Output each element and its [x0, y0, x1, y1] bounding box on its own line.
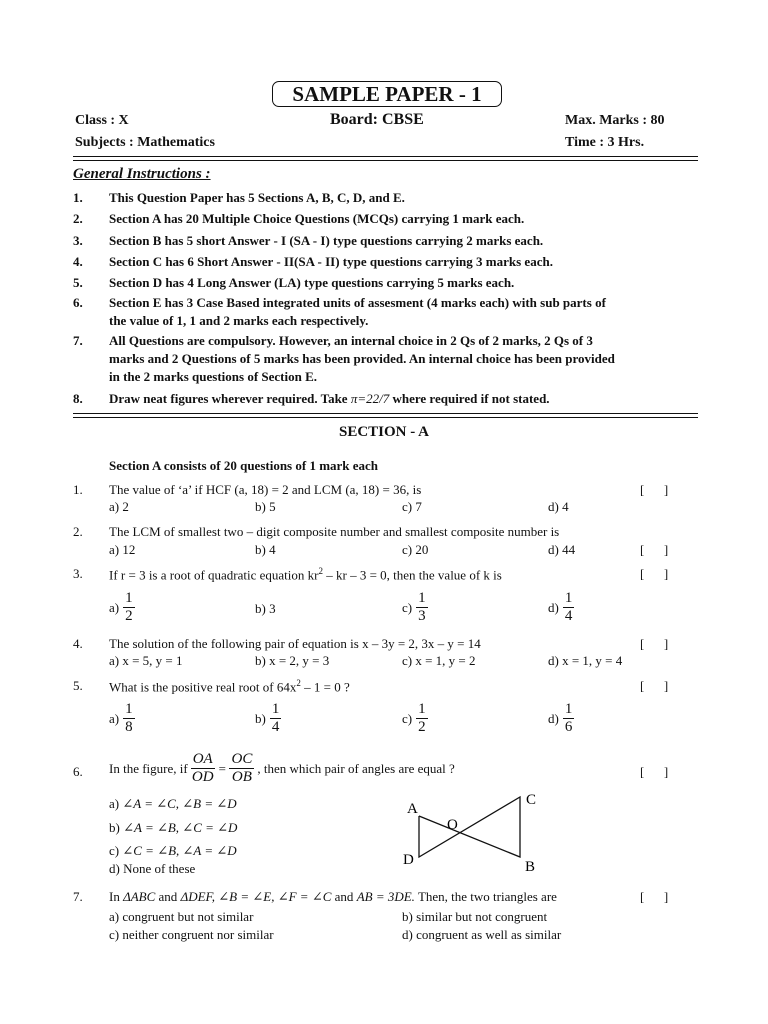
- numerator: 1: [125, 701, 133, 717]
- section-title: SECTION - A: [338, 424, 430, 440]
- option-label: c): [402, 599, 413, 615]
- and-text: and: [158, 889, 178, 904]
- denominator: 2: [125, 608, 133, 624]
- board-label: Board: CBSE: [330, 111, 424, 128]
- max-marks-label: Max. Marks : 80: [565, 113, 665, 128]
- option-b: [109, 820, 237, 836]
- instructions-divider-2: [73, 417, 698, 418]
- instruction-num: 5.: [73, 275, 83, 290]
- numerator: 1: [271, 701, 280, 717]
- question-text: The value of ‘a’ if HCF (a, 18) = 2 and LCM (a, 18) = 36, is: [109, 482, 422, 497]
- question-num: 4.: [73, 636, 83, 651]
- instruction-text: Section A has 20 Multiple Choice Questions (MCQs) carrying 1 mark each.: [109, 211, 525, 226]
- numerator: 1: [418, 701, 426, 717]
- fraction: [229, 751, 254, 786]
- question-text: [109, 566, 502, 583]
- instruction-num: 4.: [73, 254, 83, 269]
- option-b: b) similar but not congruent: [402, 909, 548, 924]
- question-text: [109, 678, 350, 695]
- numerator: 1: [564, 590, 573, 606]
- answer-bracket: [ ]: [640, 542, 669, 557]
- question-text-b: – 1 = 0 ?: [300, 679, 350, 695]
- superscript: 2: [296, 678, 301, 688]
- instruction-num: 8.: [73, 391, 83, 406]
- option-a: [109, 590, 135, 625]
- question-text-a: In: [109, 889, 120, 904]
- question-text: [109, 889, 557, 905]
- numerator: OA: [192, 751, 213, 767]
- option-d: d) None of these: [109, 861, 196, 876]
- option-c: c) 7: [402, 499, 422, 514]
- option-d: d) 4: [548, 499, 569, 514]
- option-b: [255, 701, 281, 736]
- fraction: [123, 590, 135, 625]
- numerator: 1: [418, 590, 426, 606]
- denominator: 6: [564, 719, 573, 735]
- denominator: 4: [271, 719, 280, 735]
- option-a: a) x = 5, y = 1: [109, 653, 183, 668]
- and-text: and: [334, 889, 354, 904]
- subject-label: Subjects : Mathematics: [75, 135, 215, 150]
- class-label: Class : X: [75, 113, 129, 128]
- fraction: [563, 590, 575, 625]
- option-d: [548, 590, 574, 625]
- option-b: b) x = 2, y = 3: [255, 653, 330, 668]
- vertex-c: C: [526, 792, 537, 808]
- instruction-num: 1.: [73, 190, 83, 205]
- question-num: 1.: [73, 482, 83, 497]
- answer-bracket: [ ]: [640, 764, 669, 779]
- instruction-num: 7.: [73, 333, 83, 348]
- denominator: OD: [191, 769, 214, 785]
- option-label: c): [109, 843, 120, 858]
- instruction-text: the value of 1, 1 and 2 marks each respectively.: [109, 313, 369, 328]
- instruction-text: Section D has 4 Long Answer (LA) type questions carrying 5 marks each.: [109, 275, 515, 290]
- option-label: c): [402, 710, 413, 726]
- option-math: ∠C = ∠B, ∠A = ∠D: [122, 843, 237, 858]
- option-a: a) congruent but not similar: [109, 909, 254, 924]
- instruction-text: in the 2 marks questions of Section E.: [109, 369, 318, 384]
- fraction: [416, 590, 428, 625]
- question-text-b: – kr – 3 = 0, then the value of k is: [323, 567, 502, 583]
- option-b: b) 3: [255, 601, 276, 616]
- question-num: 7.: [73, 889, 83, 904]
- denominator: 2: [418, 719, 426, 735]
- triangle-abc: ΔABC: [123, 889, 156, 904]
- triangle-def: ΔDEF, ∠B = ∠E, ∠F = ∠C: [180, 889, 332, 904]
- instruction-text: All Questions are compulsory. However, an internal choice in 2 Qs of 2 marks, 2 Qs of 3: [109, 333, 593, 348]
- option-c: c) 20: [402, 542, 429, 557]
- option-d: d) congruent as well as similar: [402, 927, 562, 942]
- option-c: c) neither congruent nor similar: [109, 927, 274, 942]
- option-c: c) x = 1, y = 2: [402, 653, 476, 668]
- question-text-a: In the figure, if: [109, 760, 188, 776]
- option-label: a): [109, 599, 120, 615]
- instruction-text: [109, 391, 550, 407]
- figure-lines: [419, 797, 520, 857]
- option-label: d): [548, 599, 559, 615]
- answer-bracket: [ ]: [640, 889, 669, 904]
- instruction-text: Section E has 3 Case Based integrated units of assesment (4 marks each) with sub parts of: [109, 295, 606, 310]
- option-label: a): [109, 710, 120, 726]
- denominator: 4: [564, 608, 573, 624]
- denominator: OB: [231, 769, 252, 785]
- instruction-num: 2.: [73, 211, 83, 226]
- instruction-text: marks and 2 Questions of 5 marks has been provided. An internal choice has been provided: [109, 351, 615, 366]
- instruction-text-a: Draw neat figures wherever required. Take: [109, 391, 348, 406]
- option-b: b) 4: [255, 542, 276, 557]
- numerator: 1: [564, 701, 573, 717]
- instructions-divider: [73, 413, 698, 414]
- option-d: d) 44: [548, 542, 576, 557]
- pi-value: π=22/7: [350, 391, 390, 406]
- instruction-text: Section B has 5 short Answer - I (SA - I) type questions carrying 2 marks each.: [109, 233, 544, 248]
- fraction: [270, 701, 282, 736]
- instruction-text-b: where required if not stated.: [392, 391, 550, 406]
- option-b: b) 5: [255, 499, 276, 514]
- question-num: 6.: [73, 764, 83, 779]
- question-text: The LCM of smallest two – digit composite number and smallest composite number is: [109, 524, 560, 539]
- paper-title: SAMPLE PAPER - 1: [272, 81, 502, 107]
- denominator: 3: [418, 608, 426, 624]
- question-text: [109, 751, 455, 786]
- question-text: The solution of the following pair of equation is x – 3y = 2, 3x – y = 14: [109, 636, 481, 651]
- answer-bracket: [ ]: [640, 482, 669, 497]
- vertex-o: O: [447, 817, 458, 833]
- instruction-num: 3.: [73, 233, 83, 248]
- option-math: ∠A = ∠C, ∠B = ∠D: [122, 796, 237, 811]
- superscript: 2: [318, 566, 323, 576]
- instruction-num: 6.: [73, 295, 83, 310]
- option-a: a) 12: [109, 542, 136, 557]
- section-subtitle: Section A consists of 20 questions of 1 mark each: [109, 458, 379, 473]
- fraction: [563, 701, 575, 736]
- instructions-heading: General Instructions :: [73, 166, 211, 182]
- option-label: d): [548, 710, 559, 726]
- header-divider: [73, 156, 698, 157]
- answer-bracket: [ ]: [640, 566, 669, 581]
- question-text-b: , then which pair of angles are equal ?: [257, 760, 455, 776]
- answer-bracket: [ ]: [640, 678, 669, 693]
- equals-sign: =: [217, 760, 227, 776]
- option-d: [548, 701, 574, 736]
- vertex-d: D: [403, 852, 414, 868]
- option-label: a): [109, 796, 120, 811]
- option-c: [402, 590, 428, 625]
- bowtie-figure: [400, 788, 550, 876]
- option-label: b): [109, 820, 120, 835]
- option-a: [109, 796, 237, 812]
- question-text-a: If r = 3 is a root of quadratic equation kr: [109, 567, 319, 583]
- header-divider-2: [73, 160, 698, 161]
- fraction: [416, 701, 428, 736]
- question-text-a: What is the positive real root of 64x: [109, 679, 297, 695]
- option-a: a) 2: [109, 499, 129, 514]
- vertex-a: A: [407, 801, 418, 817]
- denominator: 8: [125, 719, 133, 735]
- option-c: [109, 843, 237, 859]
- option-a: [109, 701, 135, 736]
- instruction-text: Section C has 6 Short Answer - II(SA - II) type questions carrying 3 marks each.: [109, 254, 553, 269]
- numerator: OC: [231, 751, 253, 767]
- instruction-text: This Question Paper has 5 Sections A, B, C, D, and E.: [109, 190, 405, 205]
- question-num: 2.: [73, 524, 83, 539]
- option-c: [402, 701, 428, 736]
- fraction: [191, 751, 215, 786]
- vertex-b: B: [525, 859, 536, 875]
- answer-bracket: [ ]: [640, 636, 669, 651]
- question-num: 5.: [73, 678, 83, 693]
- fraction: [123, 701, 135, 736]
- option-label: b): [255, 710, 266, 726]
- question-text-b: Then, the two triangles are: [417, 889, 557, 904]
- side-relation: AB = 3DE.: [356, 889, 415, 904]
- option-d: d) x = 1, y = 4: [548, 653, 623, 668]
- option-math: ∠A = ∠B, ∠C = ∠D: [123, 820, 238, 835]
- time-label: Time : 3 Hrs.: [565, 135, 645, 150]
- numerator: 1: [125, 590, 133, 606]
- question-num: 3.: [73, 566, 83, 581]
